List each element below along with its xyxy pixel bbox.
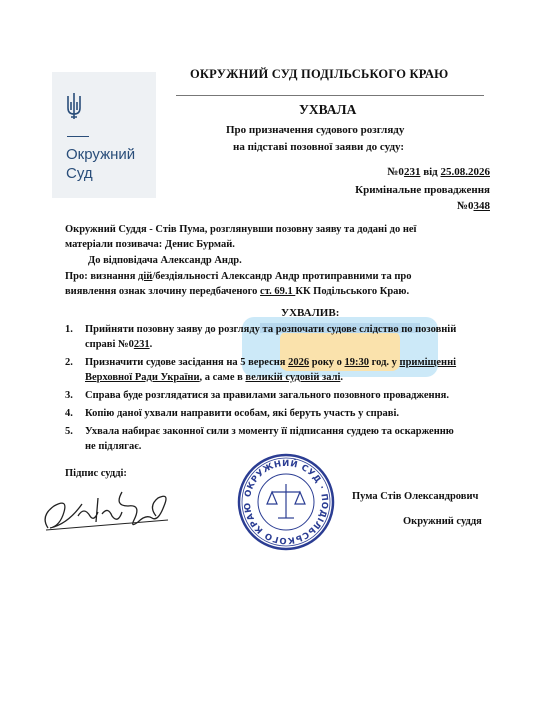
document-date: 25.08.2026: [440, 166, 490, 178]
item-number: 2.: [65, 357, 73, 368]
item-text-end: .: [149, 339, 153, 350]
document-title: УХВАЛА: [299, 102, 357, 117]
subject-text-a: Про: визнання: [65, 271, 139, 282]
decision-item: [65, 424, 465, 454]
item-text: Призначити судове засідання на 5 вересня: [85, 357, 289, 368]
intro-paragraph: Окружний Суддя - Стів Пума, розглянувши позовну заяву та додані до неї матеріали позивача: Денис Бурмай.: [65, 224, 417, 250]
hearing-time: 19:30: [344, 357, 369, 368]
decision-item: [65, 388, 465, 403]
decision-item: [65, 406, 465, 421]
logo-line-2: Суд: [66, 165, 93, 182]
signer-name: Пума Стів Олександрович: [352, 491, 479, 502]
logo-divider: [67, 136, 89, 137]
proceedings-label: Кримінальне провадження: [355, 184, 490, 196]
trident-emblem-icon: [66, 92, 82, 120]
defendant-paragraph: До відповідача Александр Андр.: [88, 255, 242, 266]
item-underlined: 231: [133, 339, 150, 350]
header-divider: [176, 95, 484, 96]
logo-text: [66, 145, 135, 183]
handwritten-signature: [38, 476, 178, 536]
item-text: Ухвала набирає законної сили з моменту її підписання суддею та оскарженню не підлягає.: [85, 426, 454, 452]
decision-heading: УХВАЛИВ:: [281, 307, 340, 319]
signature-label: Підпис судді:: [65, 468, 127, 479]
item-number: 5.: [65, 426, 73, 437]
court-seal: [236, 452, 336, 552]
hearing-venue: приміщенні Верховної Ради України: [85, 357, 457, 383]
document-number: 231: [403, 166, 421, 178]
item-text: год. у: [369, 357, 400, 368]
number-prefix: №0: [387, 166, 404, 178]
proceedings-prefix: №0: [456, 200, 474, 212]
subtitle-line-2: на підставі позовної заяви до суду:: [233, 141, 405, 153]
signer-title: Окружний суддя: [403, 516, 482, 527]
item-number: 1.: [65, 324, 73, 335]
item-text: Копію даної ухвали направити особам, які беруть участь у справі.: [85, 408, 399, 419]
item-text: Прийняти позовну заяву до розгляду та розпочати судове слідство по позовній справі №0: [85, 324, 457, 350]
article-reference: ст. 69.1: [260, 286, 296, 297]
hearing-year: 2026: [288, 357, 310, 368]
item-text: Справа буде розглядатися за правилами загального позовного провадження.: [85, 390, 449, 401]
decision-list: [65, 322, 465, 457]
subtitle-line-1: Про призначення судового розгляду: [226, 124, 405, 136]
proceedings-number-line: [457, 200, 490, 212]
document-number-line: [387, 166, 490, 178]
subject-underlined: дій: [138, 271, 153, 282]
court-title: ОКРУЖНИЙ СУД ПОДІЛЬСЬКОГО КРАЮ: [190, 67, 449, 81]
proceedings-number: 348: [473, 200, 490, 212]
item-text: року о: [309, 357, 345, 368]
item-text-end: .: [340, 372, 344, 383]
subject-paragraph: [65, 269, 465, 299]
subject-text-b: /бездіяльності Александр Андр протиправними та про виявлення ознак злочину передбаченого: [65, 271, 412, 297]
subject-text-c: КК Подільського Краю.: [295, 286, 410, 297]
item-number: 3.: [65, 390, 73, 401]
date-joiner: від: [420, 166, 441, 178]
logo-line-1: Окружний: [66, 146, 136, 163]
hearing-hall: великій судовій залі: [245, 372, 341, 383]
decision-item: [65, 355, 465, 385]
item-number: 4.: [65, 408, 73, 419]
decision-item: [65, 322, 465, 352]
item-text: , а саме в: [199, 372, 246, 383]
svg-text:ОКРУЖНИЙ СУД · ПОДІЛЬСЬКОГО КР: ОКРУЖНИЙ СУД · ПОДІЛЬСЬКОГО КРАЮ: [242, 458, 330, 546]
